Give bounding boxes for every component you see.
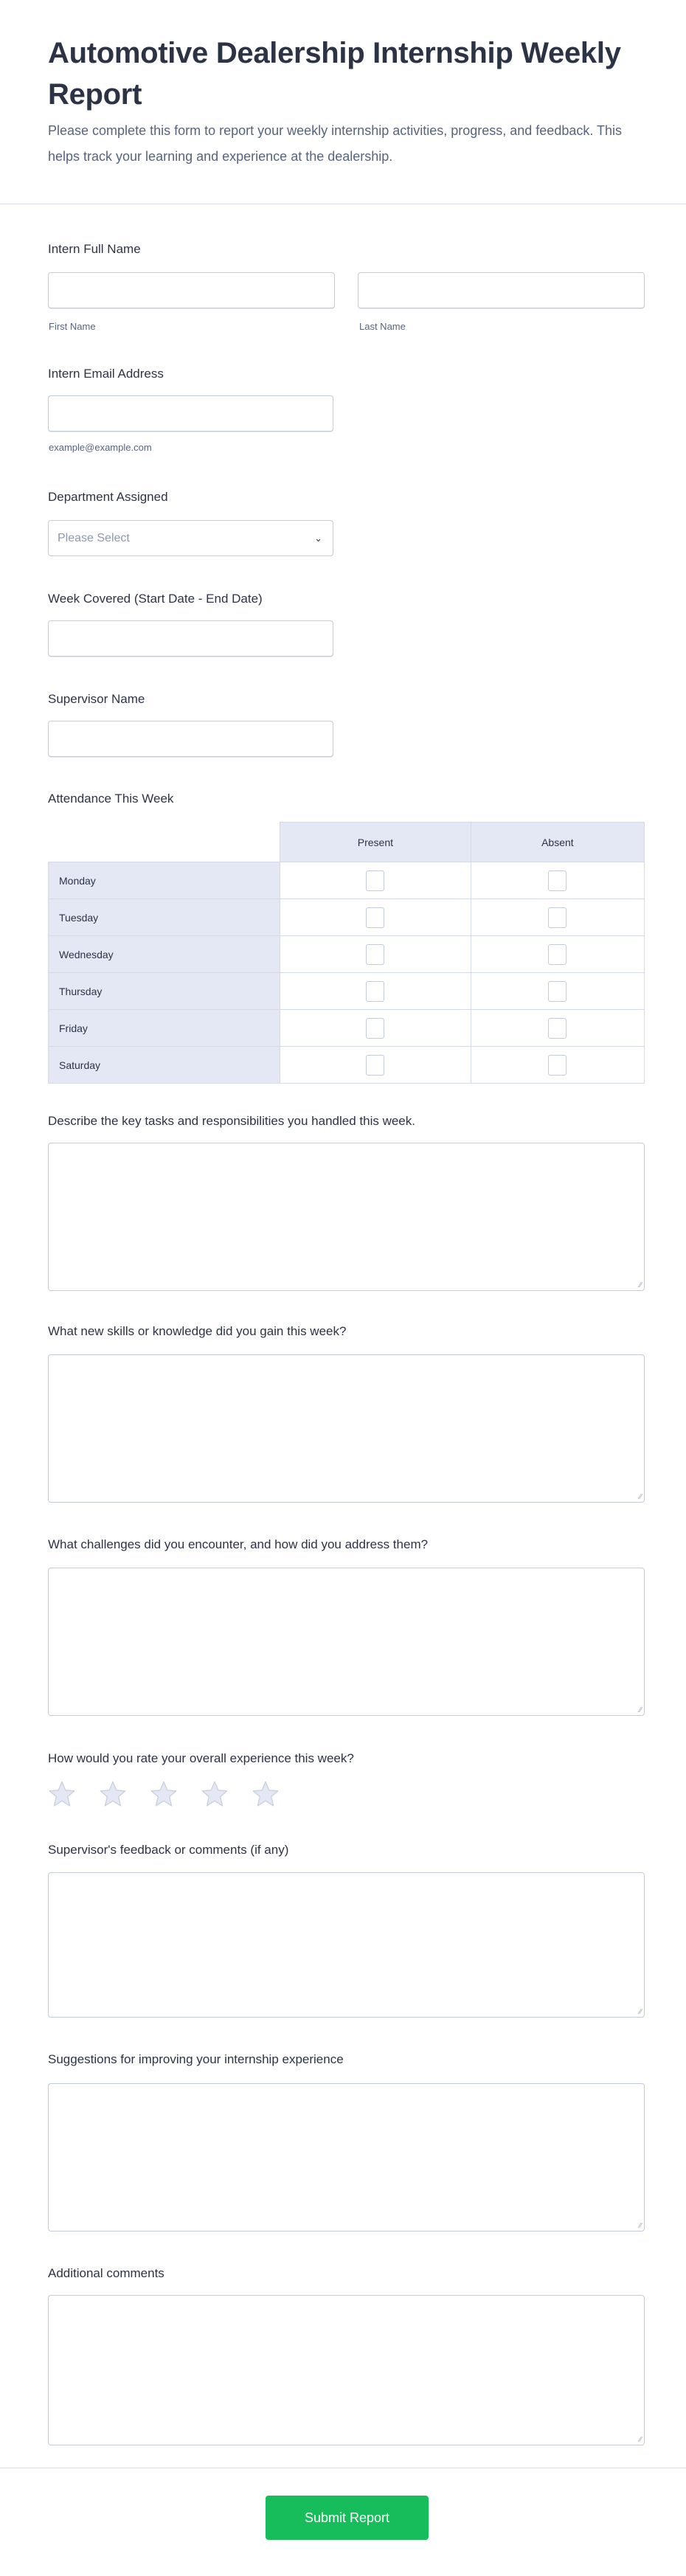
attendance-row (49, 1010, 645, 1047)
week-label: Week Covered (Start Date - End Date) (48, 592, 263, 606)
absent-cell (471, 936, 644, 973)
attendance-label: Attendance This Week (48, 792, 174, 806)
resize-handle-icon[interactable]: ∕∕ (639, 2008, 642, 2016)
present-cell (280, 862, 471, 899)
day-label: Wednesday (49, 936, 280, 973)
star-icon[interactable] (149, 1778, 179, 1810)
attendance-row (49, 862, 645, 899)
absent-cell (471, 862, 644, 899)
absent-checkbox[interactable] (548, 1018, 567, 1039)
present-cell (280, 899, 471, 936)
absent-checkbox[interactable] (548, 981, 567, 1002)
skills-label: What new skills or knowledge did you gain this week? (48, 1324, 347, 1338)
star-icon[interactable] (47, 1778, 77, 1810)
supervisor-label: Supervisor Name (48, 692, 145, 706)
present-cell (280, 936, 471, 973)
skills-textarea[interactable] (48, 1354, 645, 1503)
tasks-label: Describe the key tasks and responsibilities you handled this week. (48, 1114, 415, 1128)
department-label: Department Assigned (48, 490, 168, 504)
challenges-textarea[interactable] (48, 1568, 645, 1716)
absent-checkbox[interactable] (548, 870, 567, 891)
star-icon[interactable] (200, 1778, 229, 1810)
present-cell (280, 1010, 471, 1047)
day-label: Saturday (49, 1047, 280, 1084)
submit-button[interactable]: Submit Report (266, 2496, 429, 2540)
email-input[interactable] (48, 395, 333, 432)
present-checkbox[interactable] (366, 1018, 384, 1039)
day-label: Friday (49, 1010, 280, 1047)
supervisor-feedback-textarea[interactable] (48, 1872, 645, 2018)
resize-handle-icon[interactable]: ∕∕ (639, 1493, 642, 1501)
first-name-sublabel: First Name (49, 321, 96, 332)
absent-checkbox[interactable] (548, 944, 567, 965)
absent-cell (471, 973, 644, 1010)
attendance-row (49, 899, 645, 936)
column-absent: Absent (471, 823, 644, 862)
email-sublabel: example@example.com (49, 442, 152, 453)
resize-handle-icon[interactable]: ∕∕ (639, 1281, 642, 1289)
day-label: Tuesday (49, 899, 280, 936)
present-checkbox[interactable] (366, 944, 384, 965)
form-title: Automotive Dealership Internship Weekly Report (48, 37, 621, 111)
additional-comments-textarea[interactable] (48, 2295, 645, 2445)
suggestions-label: Suggestions for improving your internship experience (48, 2052, 344, 2066)
first-name-input[interactable] (48, 272, 335, 308)
challenges-label: What challenges did you encounter, and how did you address them? (48, 1537, 429, 1551)
last-name-sublabel: Last Name (359, 321, 406, 332)
email-label: Intern Email Address (48, 367, 164, 381)
absent-cell (471, 1010, 644, 1047)
additional-comments-label: Additional comments (48, 2266, 164, 2280)
matrix-corner (49, 823, 280, 862)
star-icon[interactable] (251, 1778, 280, 1810)
column-present: Present (280, 823, 471, 862)
day-label: Thursday (49, 973, 280, 1010)
present-checkbox[interactable] (366, 1055, 384, 1076)
resize-handle-icon[interactable]: ∕∕ (639, 2436, 642, 2444)
attendance-row (49, 1047, 645, 1084)
absent-cell (471, 1047, 644, 1084)
supervisor-input[interactable] (48, 721, 333, 757)
resize-handle-icon[interactable]: ∕∕ (639, 2222, 642, 2230)
attendance-row (49, 936, 645, 973)
absent-checkbox[interactable] (548, 907, 567, 928)
department-placeholder: Please Select (58, 532, 130, 544)
department-select[interactable] (48, 520, 333, 556)
star-icon[interactable] (98, 1778, 128, 1810)
full-name-label: Intern Full Name (48, 242, 141, 256)
form-description: Please complete this form to report your weekly internship activities, progress, and feedback. This helps track your learning and experience at the dealership. (48, 123, 623, 164)
present-checkbox[interactable] (366, 907, 384, 928)
absent-checkbox[interactable] (548, 1055, 567, 1076)
present-checkbox[interactable] (366, 870, 384, 891)
absent-cell (471, 899, 644, 936)
tasks-textarea[interactable] (48, 1143, 645, 1291)
supervisor-feedback-label: Supervisor's feedback or comments (if any) (48, 1843, 289, 1857)
suggestions-textarea[interactable] (48, 2083, 645, 2232)
present-checkbox[interactable] (366, 981, 384, 1002)
present-cell (280, 973, 471, 1010)
chevron-down-icon: ⌄ (314, 533, 322, 544)
present-cell (280, 1047, 471, 1084)
day-label: Monday (49, 862, 280, 899)
attendance-matrix (48, 822, 645, 1084)
last-name-input[interactable] (358, 272, 645, 308)
attendance-row (49, 973, 645, 1010)
resize-handle-icon[interactable]: ∕∕ (639, 1706, 642, 1714)
week-input[interactable] (48, 620, 333, 657)
rating-label: How would you rate your overall experience this week? (48, 1751, 354, 1765)
